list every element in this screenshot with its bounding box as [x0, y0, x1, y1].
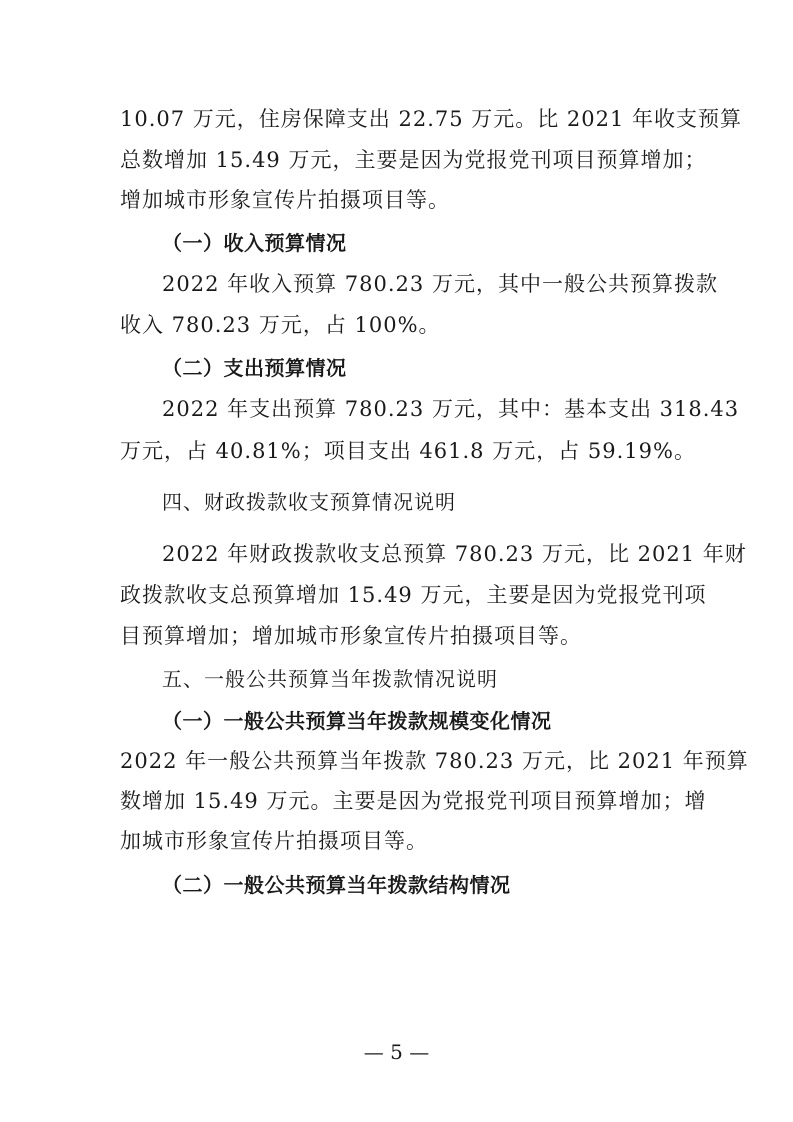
section-4-line-2: 政拨款收支总预算增加 15.49 万元，主要是因为党报党刊项 — [120, 583, 707, 607]
section-5-sub1-line-2: 数增加 15.49 万元。主要是因为党报党刊项目预算增加；增 — [120, 789, 707, 813]
expenditure-line-1: 2022 年支出预算 780.23 万元，其中：基本支出 318.43 — [162, 397, 740, 421]
income-line-1: 2022 年收入预算 780.23 万元，其中一般公共预算拨款 — [162, 272, 718, 296]
section-5-heading: 五、一般公共预算当年拨款情况说明 — [162, 667, 498, 691]
section-4-line-1: 2022 年财政拨款收支总预算 780.23 万元，比 2021 年财 — [162, 542, 747, 566]
section-5-sub2-heading: （二）一般公共预算当年拨款结构情况 — [162, 873, 511, 897]
expenditure-heading: （二）支出预算情况 — [162, 356, 347, 380]
section-4-line-3: 目预算增加；增加城市形象宣传片拍摄项目等。 — [120, 624, 582, 648]
section-5-sub1-line-1: 2022 年一般公共预算当年拨款 780.23 万元，比 2021 年预算 — [120, 749, 749, 773]
expenditure-line-2: 万元，占 40.81%；项目支出 461.8 万元，占 59.19%。 — [120, 439, 696, 463]
intro-line-1: 10.07 万元，住房保障支出 22.75 万元。比 2021 年收支预算 — [120, 107, 743, 131]
income-heading: （一）收入预算情况 — [162, 231, 347, 255]
section-5-sub1-heading: （一）一般公共预算当年拨款规模变化情况 — [162, 709, 552, 733]
section-5-sub1-line-3: 加城市形象宣传片拍摄项目等。 — [120, 829, 428, 853]
intro-line-3: 增加城市形象宣传片拍摄项目等。 — [120, 188, 450, 212]
intro-line-2: 总数增加 15.49 万元，主要是因为党报党刊项目预算增加； — [120, 148, 707, 172]
section-4-heading: 四、财政拨款收支预算情况说明 — [162, 490, 456, 514]
income-line-2: 收入 780.23 万元，占 100%。 — [120, 313, 441, 337]
page-number: — 5 — — [363, 1040, 430, 1064]
